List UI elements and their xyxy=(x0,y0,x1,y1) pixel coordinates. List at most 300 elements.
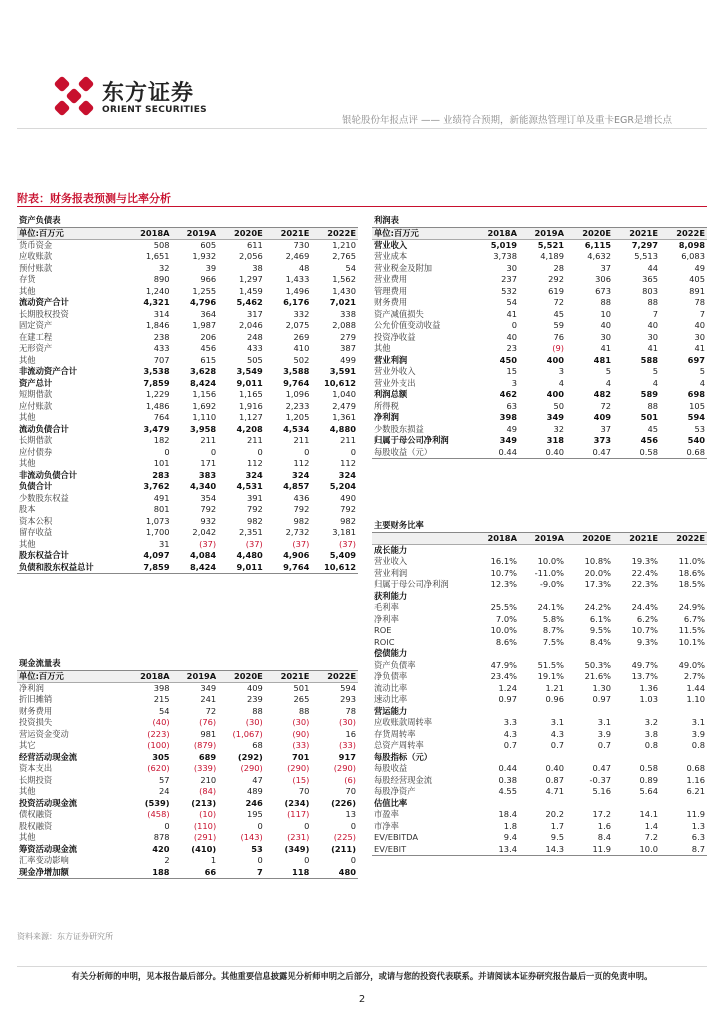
table-row xyxy=(372,614,707,626)
row-label: 流动资产合计 xyxy=(19,297,69,308)
header-divider xyxy=(17,128,707,129)
row-label: 在建工程 xyxy=(19,331,53,342)
cell-value: 364 xyxy=(200,308,217,319)
cell-value: 6.7% xyxy=(683,613,705,624)
cell-value: 1,692 xyxy=(192,400,217,411)
cell-value: 88 xyxy=(600,297,611,308)
row-label: 留存收益 xyxy=(19,527,53,538)
appendix-divider xyxy=(17,206,707,207)
table-row xyxy=(372,366,707,378)
cell-value: 0.47 xyxy=(592,763,611,774)
cell-value: 88 xyxy=(298,705,310,716)
cell-value: 5,521 xyxy=(537,240,564,250)
disclaimer-text: 有关分析师的申明，见本报告最后部分。其他重要信息披露见分析师申明之后部分，或请与您的投资代表联系。并请阅读本证券研究报告最后一页的免责申明。 xyxy=(71,971,653,981)
cell-value: (10) xyxy=(199,809,217,820)
cell-value: 6.3 xyxy=(691,832,705,843)
row-label: 财务费用 xyxy=(374,297,408,308)
table-row xyxy=(17,401,358,413)
table-row xyxy=(17,717,358,729)
table-row xyxy=(17,435,358,447)
cell-value: 4,340 xyxy=(189,481,217,492)
cell-value: 354 xyxy=(200,492,217,503)
table-title: 主要财务比率 xyxy=(372,520,707,533)
row-label: 应收账款 xyxy=(19,251,53,262)
year-header: 2019A xyxy=(519,533,566,545)
cell-value: 32 xyxy=(159,262,170,273)
cell-value: 1.10 xyxy=(686,694,705,705)
cell-value: 1,110 xyxy=(192,412,217,423)
cell-value: 5.8% xyxy=(542,613,564,624)
empty-cell xyxy=(519,591,566,603)
cell-value: (33) xyxy=(338,740,356,751)
cell-value: 9.5% xyxy=(589,625,611,636)
cell-value: 10.0% xyxy=(537,556,564,567)
cell-value: (9) xyxy=(552,343,564,354)
row-label: 债权融资 xyxy=(19,809,53,820)
unit-label: 单位:百万元 xyxy=(372,228,472,240)
cell-value: 5 xyxy=(652,366,658,377)
cell-value: 0.44 xyxy=(472,447,519,459)
cell-value: 1.21 xyxy=(545,682,564,693)
table-title: 现金流量表 xyxy=(17,658,358,671)
section-row xyxy=(372,752,707,764)
table-row xyxy=(372,579,707,591)
cell-value: (110) xyxy=(193,820,217,831)
cell-value: 10.7% xyxy=(490,567,517,578)
cell-value: 4,880 xyxy=(329,423,356,434)
cell-value: 72 xyxy=(205,705,217,716)
row-label: 营业外收入 xyxy=(374,366,416,377)
year-header: 2021E xyxy=(613,228,660,240)
row-label: 成长能力 xyxy=(374,545,408,555)
cell-value: (225) xyxy=(333,832,356,843)
income-statement-table xyxy=(372,215,707,459)
cell-value: 112 xyxy=(293,458,310,469)
cell-value: 532 xyxy=(501,285,517,296)
cell-value: 2,233 xyxy=(285,400,310,411)
cell-value: 433 xyxy=(153,343,170,354)
cell-value: 118 xyxy=(265,867,312,879)
cell-value: 50.3% xyxy=(584,659,611,670)
cell-value: 7.0% xyxy=(495,613,517,624)
row-label: 股权融资 xyxy=(19,820,53,831)
row-label: 非流动资产合计 xyxy=(19,366,78,377)
cell-value: 349 xyxy=(546,412,564,423)
row-label: 净利率 xyxy=(374,613,399,624)
cell-value: 11.5% xyxy=(678,625,705,636)
cell-value: 456 xyxy=(640,435,658,446)
cell-value: 0 xyxy=(350,820,356,831)
cell-value: (620) xyxy=(147,763,170,774)
row-label: 其他 xyxy=(374,343,391,354)
cell-value: 53 xyxy=(251,843,263,854)
year-header: 2018A xyxy=(472,533,519,545)
cell-value: 1.24 xyxy=(498,682,517,693)
appendix-title: 附表：财务报表预测与比率分析 xyxy=(17,192,171,205)
cell-value: 5,019 xyxy=(490,240,517,250)
year-header: 2019A xyxy=(172,671,219,683)
cell-value: 4,534 xyxy=(283,423,310,434)
cell-value: 76 xyxy=(553,331,564,342)
cell-value: (234) xyxy=(284,797,310,808)
row-label: 其他 xyxy=(19,786,36,797)
cell-value: 4 xyxy=(605,377,611,388)
row-label: 负债和股东权益总计 xyxy=(17,562,125,574)
cell-value: 241 xyxy=(200,694,217,705)
cell-value: 13.4 xyxy=(472,844,519,856)
table-row xyxy=(17,786,358,798)
cell-value: 9.3% xyxy=(636,636,658,647)
row-label: 所得税 xyxy=(374,400,399,411)
cell-value: 0 xyxy=(511,320,517,331)
table-row xyxy=(372,625,707,637)
cell-value: 50 xyxy=(553,400,564,411)
cell-value: 2,056 xyxy=(239,251,263,262)
cell-value: 13 xyxy=(345,809,356,820)
table-row xyxy=(17,683,358,695)
cell-value: 23.4% xyxy=(490,671,517,682)
footer-divider xyxy=(17,966,707,967)
cell-value: 1.6 xyxy=(597,820,611,831)
year-header: 2019A xyxy=(172,228,219,240)
cell-value: 2,479 xyxy=(332,400,356,411)
table-row xyxy=(17,458,358,470)
table-row xyxy=(372,556,707,568)
cell-value: 2,732 xyxy=(285,527,310,538)
cell-value: 59 xyxy=(553,320,564,331)
cell-value: 5.16 xyxy=(592,786,611,797)
table-header-row xyxy=(17,228,358,240)
cell-value: 2,042 xyxy=(192,527,217,538)
table-row xyxy=(17,493,358,505)
empty-cell xyxy=(519,752,566,764)
row-label: 流动负债合计 xyxy=(19,423,69,434)
year-header: 2022E xyxy=(311,671,358,683)
row-label: 资本支出 xyxy=(19,763,53,774)
table-row xyxy=(17,389,358,401)
table-row xyxy=(17,832,358,844)
cell-value: 30 xyxy=(506,262,517,273)
cell-value: 611 xyxy=(246,240,263,250)
table-row xyxy=(17,550,358,562)
cell-value: 1,987 xyxy=(192,320,217,331)
table-row xyxy=(372,389,707,401)
cell-value: 88 xyxy=(647,297,658,308)
year-header: 2018A xyxy=(125,671,172,683)
cell-value: 2.7% xyxy=(683,671,705,682)
cell-value: 5.64 xyxy=(639,786,658,797)
section-row xyxy=(372,706,707,718)
cell-value: 8.7% xyxy=(542,625,564,636)
table-row xyxy=(17,251,358,263)
table-title-row xyxy=(372,520,707,533)
cell-value: 78 xyxy=(345,705,356,716)
row-label: 营业成本 xyxy=(374,251,408,262)
cell-value: 40 xyxy=(647,320,658,331)
cell-value: 211 xyxy=(246,435,263,446)
cell-value: 697 xyxy=(687,354,705,365)
row-label: 股东权益合计 xyxy=(19,550,69,561)
cell-value: 0.96 xyxy=(545,694,564,705)
cell-value: 324 xyxy=(338,469,356,480)
cell-value: 70 xyxy=(345,786,356,797)
cell-value: 0 xyxy=(350,446,356,457)
cell-value: 3.1 xyxy=(597,717,611,728)
table-row xyxy=(372,821,707,833)
row-label: 短期借款 xyxy=(19,389,53,400)
cell-value: 1.4 xyxy=(644,820,658,831)
cell-value: 0.38 xyxy=(498,774,517,785)
cell-value: 49 xyxy=(694,262,705,273)
cell-value: 5,409 xyxy=(329,550,356,561)
cell-value: 211 xyxy=(340,435,356,446)
row-label: 预付账款 xyxy=(19,262,53,273)
cell-value: (37) xyxy=(292,538,310,549)
row-label: 营业外支出 xyxy=(374,377,416,388)
cell-value: (458) xyxy=(147,809,170,820)
cell-value: (290) xyxy=(240,763,263,774)
cell-value: 11.0% xyxy=(678,556,705,567)
year-header: 2022E xyxy=(311,228,358,240)
table-row xyxy=(372,447,707,459)
cell-value: 23 xyxy=(506,343,517,354)
cell-value: 0 xyxy=(350,855,356,866)
table-row xyxy=(17,424,358,436)
cell-value: 508 xyxy=(153,240,170,250)
table-row xyxy=(17,286,358,298)
row-label: 总资产周转率 xyxy=(374,740,424,751)
cell-value: 41 xyxy=(647,343,658,354)
cell-value: 8.4 xyxy=(597,832,611,843)
cell-value: 239 xyxy=(246,694,263,705)
row-label: 应付债券 xyxy=(19,446,53,457)
orient-securities-logo xyxy=(52,74,212,124)
cell-value: -11.0% xyxy=(534,567,564,578)
cell-value: 0 xyxy=(257,446,263,457)
table-row xyxy=(17,504,358,516)
year-header: 2020E xyxy=(218,228,265,240)
cell-value: 456 xyxy=(200,343,217,354)
cell-value: 3 xyxy=(558,366,564,377)
cell-value: 792 xyxy=(246,504,263,515)
cell-value: 10.1% xyxy=(678,636,705,647)
cell-value: 0.7 xyxy=(597,740,611,751)
cell-value: 349 xyxy=(499,435,517,446)
table-row xyxy=(372,694,707,706)
row-label: 少数股东损益 xyxy=(374,423,424,434)
table-row xyxy=(17,527,358,539)
financial-ratios-table xyxy=(372,520,707,856)
cell-value: 4,097 xyxy=(143,550,170,561)
table-row xyxy=(17,809,358,821)
year-header: 2021E xyxy=(265,671,312,683)
row-label: 市盈率 xyxy=(374,809,399,820)
cell-value: 4,189 xyxy=(540,251,564,262)
cell-value: 5,513 xyxy=(634,251,658,262)
table-row xyxy=(17,332,358,344)
cell-value: (37) xyxy=(199,538,217,549)
cell-value: (291) xyxy=(193,832,217,843)
cell-value: 41 xyxy=(506,308,517,319)
cell-value: 10 xyxy=(600,308,611,319)
cell-value: 400 xyxy=(546,354,564,365)
cell-value: 1,430 xyxy=(332,285,356,296)
cell-value: 211 xyxy=(200,435,217,446)
row-label: 长期股权投资 xyxy=(19,308,69,319)
cell-value: 1,932 xyxy=(192,251,217,262)
cell-value: 88 xyxy=(252,705,263,716)
cell-value: 41 xyxy=(600,343,611,354)
row-label: ROIC xyxy=(374,636,395,647)
cell-value: 400 xyxy=(546,389,564,400)
table-row xyxy=(372,435,707,447)
cell-value: 8.4% xyxy=(589,636,611,647)
cell-value: 3.9 xyxy=(691,728,705,739)
source-note: 资料来源：东方证券研究所 xyxy=(17,932,113,941)
row-label: 偿债能力 xyxy=(374,648,408,659)
empty-cell xyxy=(660,545,707,557)
row-label: 其他 xyxy=(19,354,36,365)
table-row xyxy=(17,320,358,332)
report-subtitle: 银轮股份年报点评 —— 业绩符合预期，新能源热管理订单及重卡EGR是增长点 xyxy=(341,115,672,126)
table-row xyxy=(17,867,358,879)
empty-cell xyxy=(472,752,519,764)
row-label: 其他 xyxy=(19,538,36,549)
cell-value: 2,351 xyxy=(239,527,263,538)
cell-value: 292 xyxy=(548,274,564,285)
empty-cell xyxy=(566,648,613,660)
cell-value: 10.0 xyxy=(613,844,660,856)
empty-cell xyxy=(660,591,707,603)
cell-value: 4,531 xyxy=(236,481,263,492)
cell-value: (30) xyxy=(338,717,356,728)
table-row xyxy=(372,378,707,390)
cell-value: 37 xyxy=(600,423,611,434)
cell-value: 338 xyxy=(340,308,356,319)
row-label: 营业利润 xyxy=(374,567,408,578)
cell-value: (1,067) xyxy=(232,728,263,739)
logo-mark-icon xyxy=(52,74,96,118)
cell-value: 594 xyxy=(687,412,705,423)
row-label: 每股经营现金流 xyxy=(374,774,433,785)
cell-value: 1,297 xyxy=(239,274,263,285)
table-row xyxy=(372,274,707,286)
empty-cell xyxy=(660,798,707,810)
row-label: 经营活动现金流 xyxy=(19,751,78,762)
empty-cell xyxy=(519,545,566,557)
empty-cell xyxy=(566,706,613,718)
year-header: 2021E xyxy=(265,228,312,240)
cell-value: (339) xyxy=(193,763,217,774)
section-row xyxy=(372,591,707,603)
cell-value: 54 xyxy=(506,297,517,308)
cell-value: 4 xyxy=(652,377,658,388)
cell-value: 0.97 xyxy=(498,694,517,705)
table-row xyxy=(372,717,707,729)
cell-value: 490 xyxy=(340,492,356,503)
cell-value: 48 xyxy=(298,262,310,273)
header-blank xyxy=(372,533,472,545)
cell-value: 2,469 xyxy=(285,251,310,262)
row-label: 管理费用 xyxy=(374,285,408,296)
cell-value: 15 xyxy=(506,366,517,377)
cell-value: 72 xyxy=(600,400,611,411)
cell-value: 22.3% xyxy=(631,579,658,590)
cell-value: 246 xyxy=(245,797,263,808)
cell-value: 792 xyxy=(293,504,310,515)
cell-value: 18.4 xyxy=(498,809,517,820)
cell-value: 7 xyxy=(652,308,658,319)
cell-value: 314 xyxy=(153,308,170,319)
cell-value: 11.9 xyxy=(566,844,613,856)
cell-value: (37) xyxy=(245,538,263,549)
cell-value: (117) xyxy=(287,809,310,820)
cell-value: 420 xyxy=(152,843,170,854)
cell-value: 19.1% xyxy=(537,671,564,682)
table-row xyxy=(17,447,358,459)
cell-value: 619 xyxy=(548,285,564,296)
cell-value: 436 xyxy=(293,492,310,503)
cell-value: 4.3 xyxy=(550,728,564,739)
cell-value: (100) xyxy=(147,740,170,751)
cell-value: -9.0% xyxy=(539,579,564,590)
cell-value: 9,011 xyxy=(218,562,265,574)
cell-value: 1,040 xyxy=(332,389,356,400)
cell-value: 1,651 xyxy=(145,251,170,262)
row-label: 货币资金 xyxy=(19,240,53,250)
empty-cell xyxy=(519,706,566,718)
year-header: 2022E xyxy=(660,533,707,545)
cell-value: 1.03 xyxy=(639,694,658,705)
cell-value: 105 xyxy=(689,400,705,411)
cell-value: 40 xyxy=(600,320,611,331)
cell-value: 0 xyxy=(304,855,310,866)
cell-value: 917 xyxy=(338,751,356,762)
cell-value: 18.6% xyxy=(678,567,705,578)
cell-value: 1.44 xyxy=(686,682,705,693)
cell-value: 878 xyxy=(153,832,170,843)
cell-value: (15) xyxy=(292,774,310,785)
cell-value: 792 xyxy=(340,504,356,515)
cell-value: 0 xyxy=(304,446,310,457)
cell-value: 0 xyxy=(210,446,217,457)
cell-value: 9,011 xyxy=(236,377,263,388)
year-header: 2019A xyxy=(519,228,566,240)
cell-value: 4,632 xyxy=(587,251,611,262)
cell-value: 13.7% xyxy=(631,671,658,682)
cell-value: 57 xyxy=(159,774,170,785)
cell-value: 0.44 xyxy=(498,763,517,774)
row-label: 流动比率 xyxy=(374,682,408,693)
cell-value: 450 xyxy=(499,354,517,365)
table-row xyxy=(372,309,707,321)
cell-value: 10,612 xyxy=(311,562,358,574)
cell-value: 7,859 xyxy=(125,562,172,574)
cell-value: 982 xyxy=(246,515,263,526)
cell-value: 0.58 xyxy=(639,763,658,774)
table-row xyxy=(17,516,358,528)
cell-value: 0.8 xyxy=(644,740,658,751)
cell-value: 21.6% xyxy=(584,671,611,682)
cell-value: 0 xyxy=(164,446,170,457)
cell-value: 3.1 xyxy=(691,717,705,728)
row-label: 营业税金及附加 xyxy=(374,262,433,273)
table-row xyxy=(372,401,707,413)
cell-value: 9.5 xyxy=(550,832,564,843)
empty-cell xyxy=(566,798,613,810)
cell-value: 433 xyxy=(246,343,263,354)
cell-value: 4.55 xyxy=(498,786,517,797)
